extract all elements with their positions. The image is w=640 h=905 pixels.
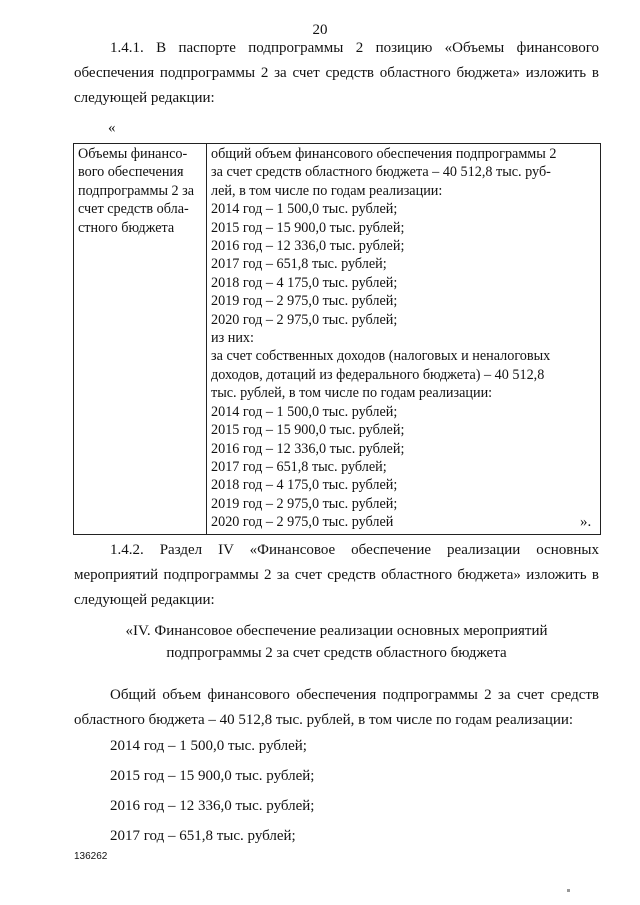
year-item: 2017 год – 651,8 тыс. рублей; — [110, 828, 296, 844]
closing-quote: ». — [580, 514, 592, 530]
label-line: подпрограммы 2 за — [78, 182, 195, 199]
heading-line: «IV. Финансовое обеспечение реализации основных мероприятий — [125, 623, 548, 639]
content-line: за счет средств областного бюджета – 40 512,8 тыс. руб- — [211, 164, 551, 181]
content-line: общий объем финансового обеспечения подпрограммы 2 — [211, 146, 557, 162]
label-cell — [74, 144, 207, 535]
content-line: 2018 год – 4 175,0 тыс. рублей; — [211, 477, 398, 494]
content-line: доходов, дотаций из федерального бюджета) – 40 512,8 — [211, 366, 545, 383]
passport-table — [73, 143, 601, 535]
paragraph-total: Общий объем финансового обеспечения подпрограммы 2 за счет средств областного бюджета – 40 512,8 тыс. рублей, в том числе по годам реализации: — [74, 687, 599, 728]
content-line: за счет собственных доходов (налоговых и неналоговых — [211, 348, 551, 365]
page-number: 20 — [312, 22, 328, 38]
content-line: 2016 год – 12 336,0 тыс. рублей; — [211, 440, 405, 457]
label-line: стного бюджета — [78, 219, 175, 236]
content-line: 2014 год – 1 500,0 тыс. рублей; — [211, 201, 398, 218]
heading-line: подпрограммы 2 за счет средств областного бюджета — [166, 645, 507, 661]
content-line: тыс. рублей, в том числе по годам реализации: — [211, 385, 493, 402]
label-line: вого обеспечения — [78, 164, 184, 181]
label-line: счет средств обла- — [78, 201, 189, 218]
content-line: лей, в том числе по годам реализации: — [211, 182, 443, 199]
content-line: 2017 год – 651,8 тыс. рублей; — [211, 458, 387, 475]
content-cell — [207, 144, 601, 535]
content-line: 2019 год – 2 975,0 тыс. рублей; — [211, 293, 398, 310]
paragraph-1-4-1: 1.4.1. В паспорте подпрограммы 2 позицию «Объемы финансового обеспечения подпрограммы 2 за счет средств областного бюджета» изложить в следующей редакции: — [74, 40, 599, 106]
content-line: 2015 год – 15 900,0 тыс. рублей; — [211, 219, 405, 236]
content-line: из них: — [211, 330, 254, 347]
paragraph-1-4-2: 1.4.2. Раздел IV «Финансовое обеспечение реализации основных мероприятий подпрограммы 2 за счет средств областного бюджета» изложить в следующей редакции: — [74, 542, 599, 608]
content-line: 2015 год – 15 900,0 тыс. рублей; — [211, 422, 405, 439]
section-heading — [74, 620, 599, 664]
opening-quote: « — [108, 120, 116, 136]
scan-mark — [567, 889, 570, 892]
content-line: 2020 год – 2 975,0 тыс. рублей — [211, 514, 394, 531]
year-item: 2015 год – 15 900,0 тыс. рублей; — [110, 768, 315, 784]
content-line: 2014 год – 1 500,0 тыс. рублей; — [211, 403, 398, 420]
content-line: 2018 год – 4 175,0 тыс. рублей; — [211, 274, 398, 291]
year-item: 2016 год – 12 336,0 тыс. рублей; — [110, 798, 315, 814]
content-line: 2019 год – 2 975,0 тыс. рублей; — [211, 495, 398, 512]
document-code: 136262 — [74, 851, 108, 862]
content-line: 2020 год – 2 975,0 тыс. рублей; — [211, 311, 398, 328]
year-item: 2014 год – 1 500,0 тыс. рублей; — [110, 738, 307, 754]
content-line: 2017 год – 651,8 тыс. рублей; — [211, 256, 387, 273]
year-list — [110, 731, 314, 851]
label-line: Объемы финансо- — [78, 146, 188, 162]
table-row — [74, 144, 601, 535]
content-line: 2016 год – 12 336,0 тыс. рублей; — [211, 238, 405, 255]
